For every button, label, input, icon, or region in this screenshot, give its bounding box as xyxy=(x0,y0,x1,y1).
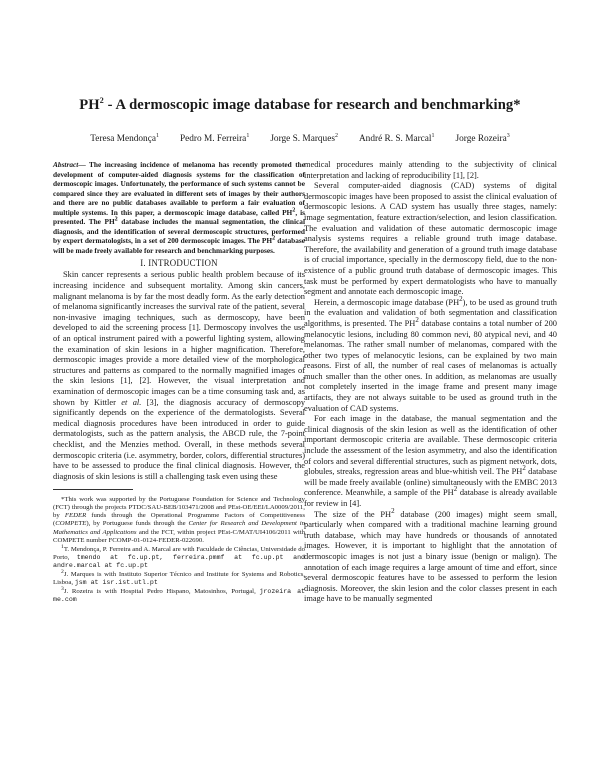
abstract-text: — The increasing incidence of melanoma has recently promoted the development of computer-aided diagnosis systems for the classification of dermoscopic images. Unfortunately, the performance of such systems cannot be compared since they are evaluated in different sets of images by their authors and there are no public databases available to perform a fair evaluation of multiple systems. In this paper, a dermoscopic image database, called PH xyxy=(53,160,305,217)
author-affiliation: 3 xyxy=(506,132,510,139)
footnote-emphasis: FEDER xyxy=(64,512,87,520)
author-name: André R. S. Marcal xyxy=(358,134,432,144)
footnote-affiliation xyxy=(53,568,305,587)
author xyxy=(359,134,435,144)
paragraph-text: ), to be used as ground truth in the evaluation and validation of both segmentation and classification algorithms, is presented. The PH xyxy=(304,297,557,328)
paragraph-text: database will be made freely available (online) simultaneously with the EMBC 2013 conference. Meanwhile, a sample of the PH xyxy=(304,467,557,498)
author-list xyxy=(0,134,600,144)
left-column xyxy=(53,160,305,605)
superscript: 2 xyxy=(114,216,118,223)
footnote-text: ), by Portuguese funds through the xyxy=(86,520,189,528)
author xyxy=(270,134,338,144)
author-affiliation: 1 xyxy=(246,132,250,139)
paragraph-text: database is already available for review in [4]. xyxy=(304,488,557,508)
author xyxy=(456,134,510,144)
paragraph-text: Herein, a dermoscopic image database (PH xyxy=(314,297,460,307)
author xyxy=(90,134,159,144)
paragraph-text: [3], the diagnosis accuracy of dermoscopy significantly depends on the experience of the dermatologists. Several medical diagnosis procedures have been introduced in order to guide dermatologists, such as the pattern analysis, the ABCD rule, the 7-point checklist, and the Menzies method. Overall, in these methods several dermoscopic criteria (i.e. asymmetry, border, colors, differential structures) have to be assessed to produce the final clinical diagnosis. However, the diagnosis of skin lesions is still a challenging task even using these xyxy=(53,397,306,481)
superscript: 3 xyxy=(61,585,64,592)
footnote-funding xyxy=(53,496,305,544)
paragraph xyxy=(304,506,557,605)
superscript: 2 xyxy=(415,316,419,325)
footnote-text: J. Marques is with Instituto Superior Técnico and Institute for Systems and Robotics, Lisboa, xyxy=(53,570,305,586)
superscript: 2 xyxy=(61,568,64,575)
paragraph-text: database (200 images) might seem small, particularly when compared with a traditional machine learning ground truth database, which may have hundreds or thousands of annotated images. However, it is important to highlight that the annotation of dermoscopic images is not just a binary issue (benign or malign). The annotation of each image requires a large amount of time and effort, since several dermoscopic features have to be assessed to perform the lesion diagnosis. Moreover, the skin lesion and the color classes present in each image have to be manually segmented xyxy=(304,509,557,604)
title-rest: - A dermoscopic image database for research and benchmarking* xyxy=(103,97,521,113)
paragraph-emphasis: et al. xyxy=(121,397,142,407)
superscript: 2 xyxy=(459,294,463,303)
author-name: Jorge S. Marques xyxy=(270,134,335,144)
superscript: 2 xyxy=(522,464,526,473)
author-name: Jorge Rozeira xyxy=(455,134,507,144)
abstract-text: , is presented. The PH xyxy=(53,207,306,227)
superscript: 2 xyxy=(453,485,458,494)
footnote-text: T. Mendonça, P. Ferreira and A. Marcal are with Faculdade de Ciências, Universidade do Porto, xyxy=(53,545,305,561)
footnote-divider xyxy=(53,489,133,490)
footnote-text: J. Rozeira is with Hospital Pedro Hispano, Matosinhos, Portugal, xyxy=(63,587,260,595)
abstract-text: database includes the manual segmentation, the clinical diagnosis, and the identification of several dermoscopic structures, performed by expert dermatologists, in a set of 200 dermoscopic images. The PH xyxy=(53,217,305,246)
paragraph-text: The size of the PH xyxy=(314,509,392,519)
footnote-affiliation xyxy=(53,543,305,570)
paragraph-text: database contains a total number of 200 melanocytic lesions, including 80 common nevi, 80 atypical nevi, and 40 melanomas. The rather small number of melanomas, compared with the other two types of melanocytic lesions, can be explained by two main reasons. First of all, the number of real cases of melanomas is actually much smaller than the other ones. In addition, as melanomas are usually not completely inserted in the image frame and present many image artifacts, they are not always suitable to be used as ground truth in the evaluation of CAD systems. xyxy=(304,318,557,413)
author-affiliation: 1 xyxy=(431,132,435,139)
right-column xyxy=(304,160,557,605)
superscript: 2 xyxy=(272,235,276,242)
footnote-emphasis: COMPETE xyxy=(55,520,87,528)
paper-title xyxy=(0,97,600,114)
author-affiliation: 1 xyxy=(155,132,159,139)
section-heading: I. INTRODUCTION xyxy=(140,258,218,269)
paragraph xyxy=(304,414,557,509)
email-address: tmendo at fc.up.pt, ferreira.pmmf at fc.up.pt and andre.marcal at fc.up.pt xyxy=(53,553,305,569)
paragraph-text: For each image in the database, the manual segmentation and the clinical diagnosis of the skin lesion as well as the identification of other important dermoscopic criteria are available. These dermoscopic criteria include the assessment of the lesion asymmetry, and also the identification of colors and several differential structures, such as pigment network, dots, globules, streaks, regression areas and blue-whitish veil. The PH xyxy=(304,414,557,477)
paragraph: Several computer-aided diagnosis (CAD) systems of digital dermoscopic images have been proposed to assist the clinical evaluation of dermoscopic lesions. A CAD system has usually three stages, namely: image segmentation, feature extraction/selection, and lesion classification. The evaluation and validation of these automatic dermoscopic image analysis systems requires a reliable ground truth image database. Therefore, the availability and generation of a ground truth image database is of crucial importance, specially in the dermoscopy field, due to the non-existence of a public ground truth database of dermoscopic images. This task must be performed by expert dermatologists who have to manually segment and annotate each dermoscopic image. xyxy=(304,181,557,297)
footnote-text: *This work was supported by the Portuguese Foundation for Science and Technology (FCT) through the projects PTDC/SAU-BEB/103471/2008 and PEst-OE/EEI/LA0009/2011, by xyxy=(53,496,305,520)
abstract xyxy=(53,160,305,255)
superscript: 2 xyxy=(391,506,395,515)
author-name: Teresa Mendonça xyxy=(90,134,156,144)
abstract-label: Abstract xyxy=(53,160,79,169)
title-ph: PH xyxy=(79,97,100,113)
footnotes xyxy=(53,496,305,604)
paragraph: medical procedures mainly attending to the subjectivity of clinical interpretation and lacking of reproducibility [1], [2]. xyxy=(304,160,557,180)
title-superscript: 2 xyxy=(99,96,104,106)
paragraph xyxy=(304,294,557,415)
author xyxy=(180,134,249,144)
superscript: 2 xyxy=(292,207,296,214)
footnote-affiliation xyxy=(53,585,305,604)
footnote-text: funds through the Operational Programme Factors of Competitiveness ( xyxy=(53,512,306,528)
paragraph xyxy=(53,270,305,482)
paragraph-text: Skin cancer represents a serious public health problem because of its increasing incidence and subsequent mortality. Among skin cancers, malignant melanoma is by far the most deadly form. As the early detection of melanoma significantly increases the survival rate of the patient, several non-invasive imaging techniques, such as dermoscopy, have been developed to aid the screening process [1]. Dermoscopy involves the use of an optical instrument paired with a powerful lighting system, allowing the examination of skin lesions in a higher magnification. Therefore, dermoscopic images provide a more detailed view of the morphological structures and patterns as compared to the normally magnified images of the skin lesions [1], [2]. However, the visual interpretation and examination of dermoscopic images can be a time consuming task and, as shown by Kittler xyxy=(53,270,305,407)
footnote-emphasis: Center for Research and Development in Mathematics and Applications xyxy=(53,520,305,536)
abstract-text: database will be made freely available for research and benchmarking purposes. xyxy=(53,236,305,255)
superscript: 1 xyxy=(61,543,64,550)
author-affiliation: 2 xyxy=(334,132,338,139)
email-address: jsm at isr.ist.utl.pt xyxy=(74,578,158,586)
footnote-text: and the FCT, within project PEst-C/MAT/UI4106/2011 with COMPETE number FCOMP-01-0124-FEDER-022690. xyxy=(53,528,305,544)
email-address: jrozeira at me.com xyxy=(53,587,305,603)
author-name: Pedro M. Ferreira xyxy=(179,134,247,144)
